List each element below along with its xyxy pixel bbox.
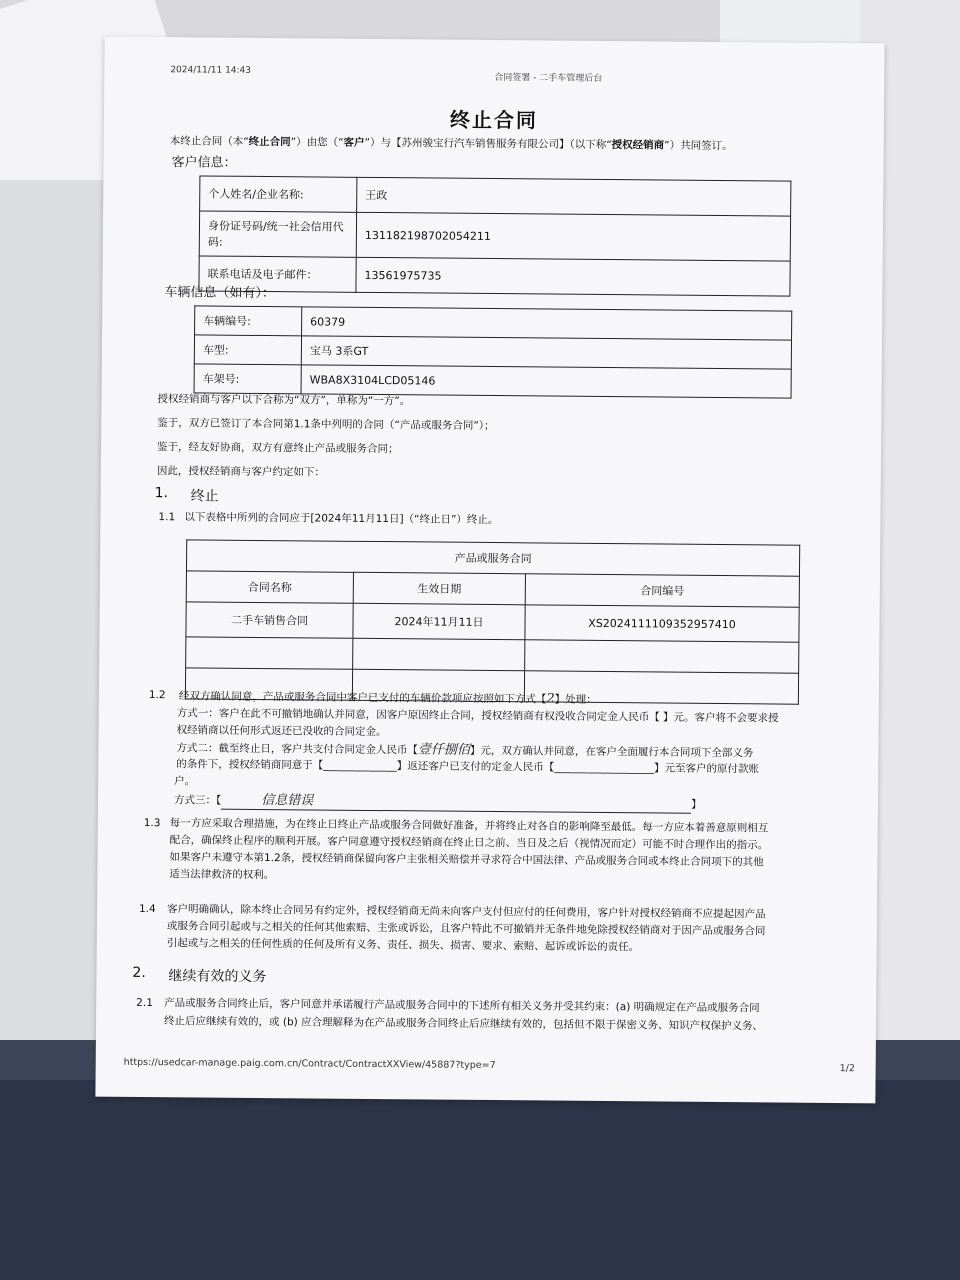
clause-text: 适当法律救济的权利。 bbox=[169, 868, 275, 882]
page-number: 1/2 bbox=[839, 1063, 856, 1075]
clause-text: 引起或与之相关的任何性质的任何及所有义务、责任、损失、损害、要求、索赔、起诉或诉讼的责任。 bbox=[166, 937, 640, 954]
clause-text: 如果客户未遵守本第1.2条，授权经销商保留向客户主张相关赔偿并寻求符合中国法律、产品或服务合同或本终止合同项下的其他 bbox=[169, 851, 764, 869]
customer-section-title: 客户信息： bbox=[171, 155, 237, 171]
clause-text: 】处理： bbox=[554, 693, 597, 706]
clause-number: 1.1 bbox=[158, 511, 176, 524]
cell-label: 联系电话及电子邮件： bbox=[199, 256, 356, 292]
intro-text: 本终止合同（本“ bbox=[169, 135, 249, 148]
table-caption: 产品或服务合同 bbox=[186, 540, 799, 576]
intro-text: ”）共同签订。 bbox=[664, 139, 733, 153]
intro-text: 授权经销商 bbox=[611, 139, 665, 152]
cell-value: WBA8X3104LCD05146 bbox=[301, 365, 791, 398]
print-footer-url: https://usedcar-manage.paig.com.cn/Contract/ContractXXView/45887?type=7 bbox=[123, 1056, 496, 1072]
cell-value: 131182198702054211 bbox=[356, 212, 790, 261]
background-paper bbox=[0, 180, 110, 1080]
parties-line: 授权经销商与客户以下合称为“双方”，单称为“一方”。 bbox=[157, 393, 411, 408]
column-header: 合同编号 bbox=[525, 574, 799, 607]
cell-label: 车型: bbox=[194, 335, 301, 365]
recital-line: 因此，授权经销商与客户约定如下： bbox=[156, 465, 325, 479]
clause-text: 配合，确保终止程序的顺利开展。客户同意遵守授权经销商在终止日之前、当日及之后（视情况而定）可能不时合理作出的指示。 bbox=[169, 834, 769, 852]
table-cell: XS2024111109352957410 bbox=[525, 605, 799, 642]
intro-text: ”）由您（“ bbox=[290, 136, 344, 149]
intro-text: ”）与【苏州骏宝行汽车销售服务有限公司】（以下称“ bbox=[364, 136, 612, 152]
clause-text: 客户明确确认，除本终止合同另有约定外，授权经销商无尚未向客户支付但应付的任何费用，客户针对授权经销商不应提起因产品 bbox=[166, 903, 766, 921]
table-row bbox=[199, 211, 790, 261]
clause-text: 产品或服务合同终止后，客户同意并承诺履行产品或服务合同中的下述所有相关义务并受其约束：(a) 明确规定在产品或服务合同 bbox=[164, 997, 760, 1015]
clause-number: 1.2 bbox=[148, 689, 166, 702]
clause-text: 每一方应采取合理措施，为在终止日终止产品或服务合同做好准备，并将终止对各自的影响降至最低。每一方应本着善意原则相互 bbox=[169, 817, 769, 835]
intro-text: 客户 bbox=[343, 136, 365, 149]
contract-page bbox=[95, 37, 884, 1104]
clause-text: 权经销商以任何形式返还已没收的合同定金。 bbox=[176, 724, 387, 739]
clause-text bbox=[174, 791, 702, 814]
table-row bbox=[186, 602, 799, 642]
clause-text: 】元，双方确认并同意，在客户全面履行本合同项下全部义务 bbox=[469, 744, 754, 760]
clause-number: 2.1 bbox=[136, 996, 153, 1010]
clause-text: 终止后应继续有效的，或 (b) 应合理解释为在产品或服务合同终止后应继续有效的，包括但不限于保密义务、知识产权保护义务、 bbox=[163, 1015, 764, 1033]
handwritten-text: 壹仟捌佰 bbox=[417, 742, 471, 758]
section-title: 继续有效的义务 bbox=[168, 968, 267, 986]
cell-label: 身份证号码/统一社会信用代码: bbox=[199, 211, 356, 257]
print-site-title: 合同签署 - 二手车管理后台 bbox=[494, 73, 603, 84]
table-row bbox=[200, 176, 791, 216]
section-title: 终止 bbox=[190, 488, 219, 505]
contracts-table bbox=[185, 539, 800, 707]
desk-background bbox=[0, 1080, 960, 1280]
vehicle-info-table bbox=[194, 305, 793, 398]
print-datetime: 2024/11/11 14:43 bbox=[170, 65, 252, 76]
cell-value: 60379 bbox=[302, 307, 792, 340]
document-title: 终止合同 bbox=[449, 107, 539, 133]
cell-value: 13561975735 bbox=[356, 257, 790, 296]
clause-text: 】 bbox=[691, 798, 702, 811]
table-row bbox=[199, 256, 790, 296]
section-number: 1. bbox=[154, 485, 169, 502]
handwritten-text: 2 bbox=[546, 691, 555, 707]
cell-label: 个人姓名/企业名称: bbox=[200, 176, 357, 212]
column-header: 生效日期 bbox=[353, 572, 525, 604]
column-header: 合同名称 bbox=[186, 571, 353, 603]
recital-line: 鉴于，经友好协商，双方有意终止产品或服务合同； bbox=[157, 441, 399, 456]
clause-text: 经双方确认同意，产品或服务合同中客户已支付的车辆价款项应按照如下方式【 bbox=[178, 690, 547, 706]
clause-text: 或服务合同引起或与之相关的任何其他索赔、主张或诉讼，且客户特此不可撤销并无条件地免除授权经销商对于因产品或服务合同 bbox=[166, 920, 766, 938]
recital-line: 鉴于，双方已签订了本合同第1.1条中列明的合同（“产品或服务合同”）； bbox=[157, 417, 495, 433]
clause-number: 1.4 bbox=[138, 902, 156, 916]
cell-value: 宝马 3系GT bbox=[301, 336, 791, 369]
customer-info-table bbox=[198, 175, 791, 296]
clause-text: 以下表格中所列的合同应于[2024年11月11日]（“终止日”）终止。 bbox=[184, 511, 499, 527]
table-cell: 二手车销售合同 bbox=[186, 602, 353, 638]
vehicle-section-title: 车辆信息（如有）： bbox=[164, 285, 275, 302]
table-cell: 2024年11月11日 bbox=[353, 603, 525, 639]
clause-number: 1.3 bbox=[143, 816, 161, 830]
handwritten-text: 信息错误 bbox=[221, 792, 691, 814]
intro-paragraph bbox=[170, 133, 870, 154]
clause-text: 方式三：【 bbox=[173, 794, 222, 807]
cell-label: 车架号: bbox=[194, 364, 301, 394]
clause-text: 方式二：截至终止日，客户共支付合同定金人民币【 bbox=[176, 742, 418, 757]
intro-text: 终止合同 bbox=[248, 135, 291, 149]
cell-value: 王政 bbox=[357, 177, 791, 216]
clause-text: 的条件下，授权经销商同意于【______________】返还客户已支付的定金人民币【___________________】元至客户的原付款账 bbox=[176, 758, 760, 776]
clause-text: 户。 bbox=[174, 775, 196, 788]
clause-text: 方式一：客户在此不可撤销地确认并同意，因客户原因终止合同，授权经销商有权没收合同定金人民币【 】元。客户将不会要求授 bbox=[176, 707, 779, 725]
cell-label: 车辆编号: bbox=[195, 306, 302, 336]
section-number: 2. bbox=[132, 964, 146, 982]
